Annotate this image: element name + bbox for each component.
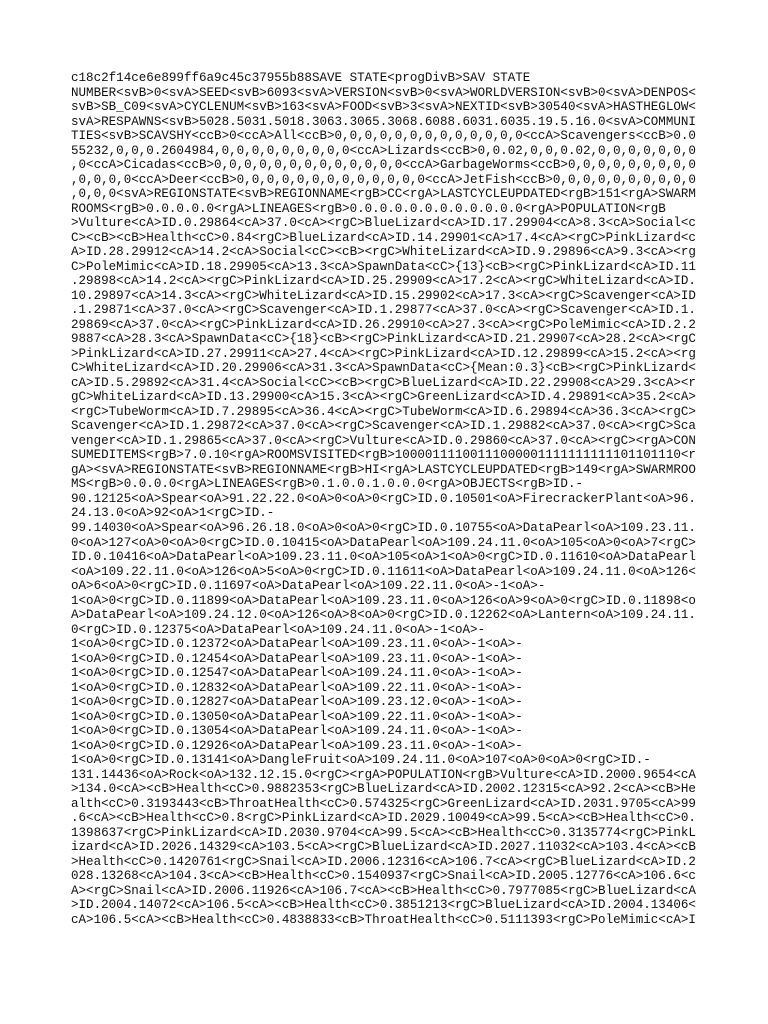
text-line: 24.13.0<oA>92<oA>1<rgC>ID.-: [71, 506, 275, 521]
text-line: C>WhiteLizard<cA>ID.20.29906<cA>31.3<cA>SpawnData<cC>{Mean:0.3}<cB><rgC>PinkLizard<: [71, 361, 696, 376]
text-line: 29869<cA>37.0<cA><rgC>PinkLizard<cA>ID.26.29910<cA>27.3<cA><rgC>PoleMimic<cA>ID.2.2: [71, 317, 696, 332]
text-line: 1<oA>0<rgC>ID.0.12454<oA>DataPearl<oA>109.23.11.0<oA>-1<oA>-: [71, 651, 523, 666]
text-line: ,0<ccA>Cicadas<ccB>0,0,0,0,0,0,0,0,0,0,0,0,0<ccA>GarbageWorms<ccB>0,0,0,0,0,0,0,0,0: [71, 158, 696, 173]
text-line: svB>SB_C09<svA>CYCLENUM<svB>163<svA>FOOD<svB>3<svA>NEXTID<svB>30540<svA>HASTHEGLOW<: [71, 100, 696, 115]
text-line: 90.12125<oA>Spear<oA>91.22.22.0<oA>0<oA>0<rgC>ID.0.10501<oA>FirecrackerPlant<oA>96.: [71, 491, 696, 506]
text-line: gC>WhiteLizard<cA>ID.13.29900<cA>15.3<cA><rgC>GreenLizard<cA>ID.4.29891<cA>35.2<cA>: [71, 390, 696, 405]
text-line: >ID.2004.14072<cA>106.5<cA><cB>Health<cC>0.3851213<rgC>BlueLizard<cA>ID.2004.13406<: [71, 898, 696, 913]
text-line: ,0,0,0<svA>REGIONSTATE<svB>REGIONNAME<rgB>CC<rgA>LASTCYCLEUPDATED<rgB>151<rgA>SWARM: [71, 187, 696, 202]
text-line: oA>6<oA>0<rgC>ID.0.11697<oA>DataPearl<oA>109.22.11.0<oA>-1<oA>-: [71, 579, 546, 594]
text-line: MS<rgB>0.0.0.0<rgA>LINEAGES<rgB>0.1.0.0.1.0.0.0<rgA>OBJECTS<rgB>ID.-: [71, 477, 583, 492]
text-line: ROOMS<rgB>0.0.0.0.0<rgA>LINEAGES<rgB>0.0.0.0.0.0.0.0.0.0.0.0<rgA>POPULATION<rgB: [71, 201, 666, 216]
text-line: 1<oA>0<rgC>ID.0.12832<oA>DataPearl<oA>109.22.11.0<oA>-1<oA>-: [71, 680, 523, 695]
text-line: 1398637<rgC>PinkLizard<cA>ID.2030.9704<cA>99.5<cA><cB>Health<cC>0.3135774<rgC>PinkL: [71, 825, 696, 840]
text-line: 1<oA>0<rgC>ID.0.12372<oA>DataPearl<oA>109.23.11.0<oA>-1<oA>-: [71, 637, 523, 652]
text-line: <oA>109.22.11.0<oA>126<oA>5<oA>0<rgC>ID.0.11611<oA>DataPearl<oA>109.24.11.0<oA>126<: [71, 564, 696, 579]
text-line: gA><svA>REGIONSTATE<svB>REGIONNAME<rgB>HI<rgA>LASTCYCLEUPDATED<rgB>149<rgA>SWARMROO: [71, 462, 696, 477]
text-line: 9887<cA>28.3<cA>SpawnData<cC>{18}<cB><rgC>PinkLizard<cA>ID.21.29907<cA>28.2<cA><rgC: [71, 332, 696, 347]
text-line: 0<rgC>ID.0.12375<oA>DataPearl<oA>109.24.11.0<oA>-1<oA>-: [71, 622, 486, 637]
text-line: >Health<cC>0.1420761<rgC>Snail<cA>ID.2006.12316<cA>106.7<cA><rgC>BlueLizard<cA>ID.2: [71, 854, 696, 869]
text-line: >PinkLizard<cA>ID.27.29911<cA>27.4<cA><rgC>PinkLizard<cA>ID.12.29899<cA>15.2<cA><rg: [71, 346, 696, 361]
text-line: A>ID.28.29912<cA>14.2<cA>Social<cC><cB><rgC>WhiteLizard<cA>ID.9.29896<cA>9.3<cA><rg: [71, 245, 696, 260]
text-line: .6<cA><cB>Health<cC>0.8<rgC>PinkLizard<cA>ID.2029.10049<cA>99.5<cA><cB>Health<cC>0.: [71, 811, 696, 826]
text-line: 10.29897<cA>14.3<cA><rgC>WhiteLizard<cA>ID.15.29902<cA>17.3<cA><rgC>Scavenger<cA>ID: [71, 288, 696, 303]
text-line: >Vulture<cA>ID.0.29864<cA>37.0<cA><rgC>BlueLizard<cA>ID.17.29904<cA>8.3<cA>Social<c: [71, 216, 696, 231]
text-line: A>DataPearl<oA>109.24.12.0<oA>126<oA>8<oA>0<rgC>ID.0.12262<oA>Lantern<oA>109.24.11.: [71, 608, 696, 623]
text-line: SUMEDITEMS<rgB>7.0.10<rgA>ROOMSVISITED<rgB>10000111100111000001111111111101101110<r: [71, 448, 696, 463]
text-line: >134.0<cA><cB>Health<cC>0.9882353<rgC>BlueLizard<cA>ID.2002.12315<cA>92.2<cA><cB>He: [71, 782, 696, 797]
text-line: C><cB><cB>Health<cC>0.84<rgC>BlueLizard<cA>ID.14.29901<cA>17.4<cA><rgC>PinkLizard<c: [71, 230, 696, 245]
text-line: 0<oA>127<oA>0<oA>0<rgC>ID.0.10415<oA>DataPearl<oA>109.24.11.0<oA>105<oA>0<oA>7<rgC>: [71, 535, 696, 550]
text-line: 1<oA>0<rgC>ID.0.12827<oA>DataPearl<oA>109.23.12.0<oA>-1<oA>-: [71, 695, 523, 710]
text-line: venger<cA>ID.1.29865<cA>37.0<cA><rgC>Vulture<cA>ID.0.29860<cA>37.0<cA><rgC><rgA>CON: [71, 433, 696, 448]
text-line: A><rgC>Snail<cA>ID.2006.11926<cA>106.7<cA><cB>Health<cC>0.7977085<rgC>BlueLizard<cA: [71, 883, 696, 898]
text-line: 028.13268<cA>104.3<cA><cB>Health<cC>0.1540937<rgC>Snail<cA>ID.2005.12776<cA>106.6<c: [71, 869, 696, 884]
text-line: 1<oA>0<rgC>ID.0.13054<oA>DataPearl<oA>109.24.11.0<oA>-1<oA>-: [71, 724, 523, 739]
text-line: c18c2f14ce6e899ff6a9c45c37955b88SAVE STATE<progDivB>SAV STATE: [71, 71, 531, 85]
text-line: .29898<cA>14.2<cA><rgC>PinkLizard<cA>ID.25.29909<cA>17.2<cA><rgC>WhiteLizard<cA>ID.: [71, 274, 696, 289]
text-line: izard<cA>ID.2026.14329<cA>103.5<cA><rgC>BlueLizard<cA>ID.2027.11032<cA>103.4<cA><cB: [71, 840, 696, 855]
text-line: C>PoleMimic<cA>ID.18.29905<cA>13.3<cA>SpawnData<cC>{13}<cB><rgC>PinkLizard<cA>ID.11: [71, 259, 696, 274]
text-line: 1<oA>0<rgC>ID.0.11899<oA>DataPearl<oA>109.23.11.0<oA>126<oA>9<oA>0<rgC>ID.0.11898<o: [71, 593, 696, 608]
text-line: alth<cC>0.3193443<cB>ThroatHealth<cC>0.574325<rgC>GreenLizard<cA>ID.2031.9705<cA>99: [71, 796, 696, 811]
text-line: cA>106.5<cA><cB>Health<cC>0.4838833<cB>ThroatHealth<cC>0.5111393<rgC>PoleMimic<cA>I: [71, 912, 696, 927]
text-line: NUMBER<svB>0<svA>SEED<svB>6093<svA>VERSION<svB>0<svA>WORLDVERSION<svB>0<svA>DENPOS<: [71, 85, 696, 100]
text-line: 1<oA>0<rgC>ID.0.13050<oA>DataPearl<oA>109.22.11.0<oA>-1<oA>-: [71, 709, 523, 724]
text-line: cA>ID.5.29892<cA>31.4<cA>Social<cC><cB><rgC>BlueLizard<cA>ID.22.29908<cA>29.3<cA><r: [71, 375, 696, 390]
text-line: 99.14030<oA>Spear<oA>96.26.18.0<oA>0<oA>0<rgC>ID.0.10755<oA>DataPearl<oA>109.23.11.: [71, 520, 696, 535]
text-line: <rgC>TubeWorm<cA>ID.7.29895<cA>36.4<cA><rgC>TubeWorm<cA>ID.6.29894<cA>36.3<cA><rgC>: [71, 404, 696, 419]
text-line: 55232,0,0,0.2604984,0,0,0,0,0,0,0,0,0<ccA>Lizards<ccB>0,0.02,0,0,0.02,0,0,0,0,0,0,0: [71, 143, 696, 158]
text-line: Scavenger<cA>ID.1.29872<cA>37.0<cA><rgC>Scavenger<cA>ID.1.29882<cA>37.0<cA><rgC>Sca: [71, 419, 696, 434]
text-line: 1<oA>0<rgC>ID.0.13141<oA>DangleFruit<oA>109.24.11.0<oA>107<oA>0<oA>0<rgC>ID.-: [71, 753, 651, 768]
text-line: TIES<svB>SCAVSHY<ccB>0<ccA>All<ccB>0,0,0,0,0,0,0,0,0,0,0,0,0<ccA>Scavengers<ccB>0.0: [71, 129, 696, 144]
text-line: .1.29871<cA>37.0<cA><rgC>Scavenger<cA>ID.1.29877<cA>37.0<cA><rgC>Scavenger<cA>ID.1.: [71, 303, 696, 318]
text-line: ,0,0,0,0<ccA>Deer<ccB>0,0,0,0,0,0,0,0,0,0,0,0,0<ccA>JetFish<ccB>0,0,0,0,0,0,0,0,0,0: [71, 172, 696, 187]
text-line: svA>RESPAWNS<svB>5028.5031.5018.3063.3065.3068.6088.6031.6035.19.5.16.0<svA>COMMUNI: [71, 114, 696, 129]
text-line: 1<oA>0<rgC>ID.0.12547<oA>DataPearl<oA>109.24.11.0<oA>-1<oA>-: [71, 666, 523, 681]
document-page: [71, 71, 711, 927]
text-line: 131.14436<oA>Rock<oA>132.12.15.0<rgC><rgA>POPULATION<rgB>Vulture<cA>ID.2000.9654<cA: [71, 767, 696, 782]
text-line: ID.0.10416<oA>DataPearl<oA>109.23.11.0<oA>105<oA>1<oA>0<rgC>ID.0.11610<oA>DataPearl: [71, 550, 696, 565]
text-line: 1<oA>0<rgC>ID.0.12926<oA>DataPearl<oA>109.23.11.0<oA>-1<oA>-: [71, 738, 523, 753]
